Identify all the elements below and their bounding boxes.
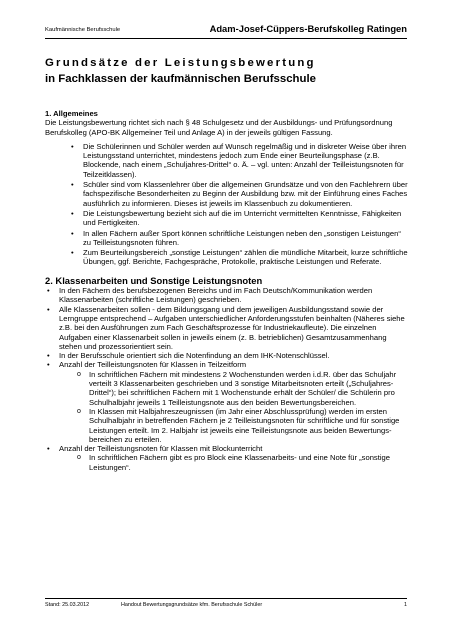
footer-document-name: Handout Bewertungsgrundsätze kfm. Berufsschule Schüler xyxy=(121,602,263,608)
footer-rule xyxy=(45,598,407,599)
header-department: Kaufmännische Berufsschule xyxy=(45,27,121,33)
list-item: • In den Fächern des berufsbezogenen Bereichs und im Fach Deutsch/Kommunikation werden Klassenarbeiten (schriftliche Leistungen) geschrieben. xyxy=(59,286,408,305)
sub-list-item: o In schriftlichen Fächern mit mindestens 2 Wochenstunden werden i.d.R. über das Schuljahr verteilt 3 Klassenarbeiten geschrieben und 3 sonstige Mitarbeitsnoten erteilt („Schuljahres-Drittel“); bei schriftlichen Fächern mit 1 Wochenstunde erhält der Schüler/ die Schülerin pro Schulhalbjahr jeweils 1 Teilleistungsnote aus den beiden Bewertungsbereichen. xyxy=(89,370,408,407)
footer-page-number: 1 xyxy=(404,602,407,608)
list-item: • Die Schülerinnen und Schüler werden auf Wunsch regelmäßig und in diskreter Weise über ihren Leistungsstand unterrichtet, mindestens jedoch zum Ende einer Beurteilungsphase (z.B. Blockende, nach einem „Schuljahres-Drittel“ o. Ä. – vgl. unten: Anzahl der Teilleistungsnoten für Teilzeitklassen). xyxy=(83,142,408,179)
list-item: • Zum Beurteilungsbereich „sonstige Leistungen“ zählen die mündliche Mitarbeit, kurze schriftliche Übungen, ggf. Berichte, Fachgespräche, Protokolle, praktische Leistungen und Referate. xyxy=(83,248,408,267)
document-body xyxy=(45,109,408,472)
document-subtitle: in Fachklassen der kaufmännischen Berufsschule xyxy=(45,73,316,85)
section-2-heading: 2. Klassenarbeiten und Sonstige Leistungsnoten xyxy=(45,274,263,286)
sub-list-item: o In schriftlichen Fächern gibt es pro Block eine Klassenarbeits- und eine Note für „sonstige Leistungen“. xyxy=(89,453,408,472)
block-label: Anzahl der Teilleistungsnoten für Klassen mit Blockunterricht xyxy=(59,444,263,454)
header-rule xyxy=(45,38,407,39)
header-school-name: Adam-Josef-Cüppers-Berufskolleg Ratingen xyxy=(209,23,407,34)
section-2-bullet-list xyxy=(45,286,408,472)
list-item xyxy=(59,444,408,472)
teilzeit-label: Anzahl der Teilleistungsnoten für Klassen in Teilzeitform xyxy=(59,360,247,370)
list-item: • In der Berufsschule orientiert sich die Notenfindung an dem IHK-Notenschlüssel. xyxy=(59,351,408,360)
list-item: • Die Leistungsbewertung bezieht sich auf die im Unterricht vermittelten Kenntnisse, Fähigkeiten und Fertigkeiten. xyxy=(83,209,408,228)
teilzeit-sublist xyxy=(59,370,408,444)
document-title: Grundsätze der Leistungsbewertung xyxy=(45,57,316,69)
sub-list-item: o In Klassen mit Halbjahreszeugnissen (im Jahr einer Abschlussprüfung) werden im ersten Schulhalbjahr in betreffenden Fächern je 2 Teilleistungsnoten für schriftliche und für sonstige Leistungen erteilt. Im 2. Halbjahr ist jeweils eine Teilleistungsnote aus beiden Bewertungs-bereichen zu erteilen. xyxy=(89,407,408,444)
list-item: • In allen Fächern außer Sport können schriftliche Leistungen neben den „sonstigen Leistungen“ zu Teilleistungsnoten führen. xyxy=(83,229,408,248)
page-header xyxy=(45,22,407,38)
section-1-bullet-list xyxy=(45,142,408,267)
list-item xyxy=(59,360,408,444)
list-item: • Schüler sind vom Klassenlehrer über die allgemeinen Grundsätze und von den Fachlehrern über fachspezifische Besonderheiten zu Beginn der Ausbildung bzw. mit der Einführung eines Faches ausführlich zu informieren. Dieses ist jeweils im Klassenbuch zu dokumentieren. xyxy=(83,180,408,208)
list-item: • Alle Klassenarbeiten sollen - dem Bildungsgang und dem jeweiligen Ausbildungsstand sowie der Lerngruppe entsprechend – Aufgaben unterschiedlicher Anforderungsstufen beinhalten (Näheres siehe z.B. bei den Ausführungen zum Fach Geschäftsprozesse für Industriekaufleute). Die einzelnen Aufgaben einer Klassenarbeit sollen in jeweils einem (z. B. betrieblichen) Gesamtzusammenhang stehen und prozessorientiert sein. xyxy=(59,305,408,351)
section-1-intro: Die Leistungsbewertung richtet sich nach § 48 Schulgesetz und der Ausbildungs- und Prüfungsordnung Berufskolleg (APO-BK Allgemeiner Teil und Anlage A) in der jeweils gültigen Fassung. xyxy=(45,118,393,137)
block-sublist xyxy=(59,453,408,472)
section-1-heading: 1. Allgemeines xyxy=(45,109,98,118)
footer-date: Stand: 25.03.2012 xyxy=(45,602,90,608)
